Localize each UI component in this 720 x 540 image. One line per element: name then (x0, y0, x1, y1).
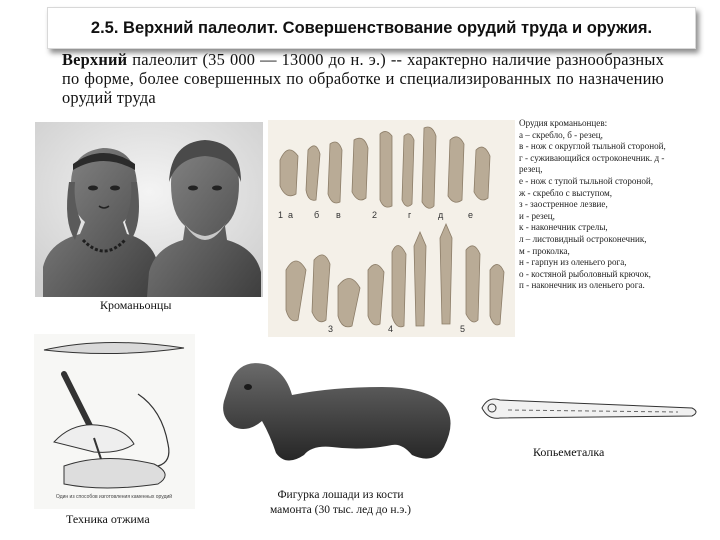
spear-thrower-drawing (478, 382, 704, 428)
tool-number-2: 2 (372, 210, 378, 220)
svg-text:г: г (408, 210, 412, 220)
cro-magnon-busts-photo (35, 122, 263, 297)
tool-number-5: 5 (460, 324, 466, 334)
slide-title: 2.5. Верхний палеолит. Совершенствование орудий труда и оружия. (90, 18, 653, 37)
legend-line: Орудия кроманьонцев: (519, 118, 608, 128)
tool-number-1: 1 (278, 210, 284, 220)
horse-figurine-photo (212, 343, 465, 483)
pressure-caption: Техника отжима (66, 512, 150, 526)
legend-line: а – скребло, б - резец, (519, 129, 603, 140)
pressure-flaking-drawing (34, 334, 195, 509)
legend-line: к - наконечник стрелы, (519, 222, 608, 233)
legend-line: резец, (519, 164, 543, 175)
tool-number-3: 3 (328, 324, 334, 334)
title-box (47, 7, 696, 49)
legend-line: ж - скребло с выступом, (519, 187, 613, 198)
legend-line: в - нож с округлой тыльной стороной, (519, 141, 666, 152)
tool-number-4: 4 (388, 324, 394, 334)
svg-text:д: д (438, 210, 444, 220)
tools-legend (519, 118, 717, 292)
legend-line: г - суживающийся остроконечник. д - (519, 152, 665, 163)
svg-text:а: а (288, 210, 294, 220)
svg-text:в: в (336, 210, 341, 220)
pressure-inner-caption: Один из способов изготовления каменных орудий (55, 494, 173, 500)
spear-thrower-caption: Копьеметалка (533, 445, 605, 459)
intro-paragraph (62, 50, 664, 107)
legend-line: л – листовидный остроконечник, (519, 233, 647, 244)
svg-text:б: б (314, 210, 320, 220)
legend-line: о - костяной рыболовный крючок, (519, 268, 651, 279)
legend-line: е - нож с тупой тыльной стороной, (519, 175, 654, 186)
intro-bold: Верхний (62, 50, 128, 69)
horse-caption: Фигурка лошади из кости мамонта (30 тыс. лед до н.э.) (269, 489, 411, 516)
legend-line: н - гарпун из оленьего рога, (519, 257, 627, 268)
legend-line: и - резец, (519, 210, 555, 221)
svg-text:е: е (468, 210, 474, 220)
stone-tools-photo (268, 120, 515, 337)
legend-line: з - заостренное лезвие, (519, 199, 608, 210)
legend-line: м - проколка, (519, 245, 570, 256)
busts-caption: Кроманьонцы (100, 298, 172, 312)
intro-text: палеолит (35 000 — 13000 до н. э.) -- характерно наличие разнообразных по форме, более совершенных по обработке и специализированных по назначению орудий труда (62, 50, 664, 107)
legend-line: п - наконечник из оленьего рога. (519, 280, 645, 291)
